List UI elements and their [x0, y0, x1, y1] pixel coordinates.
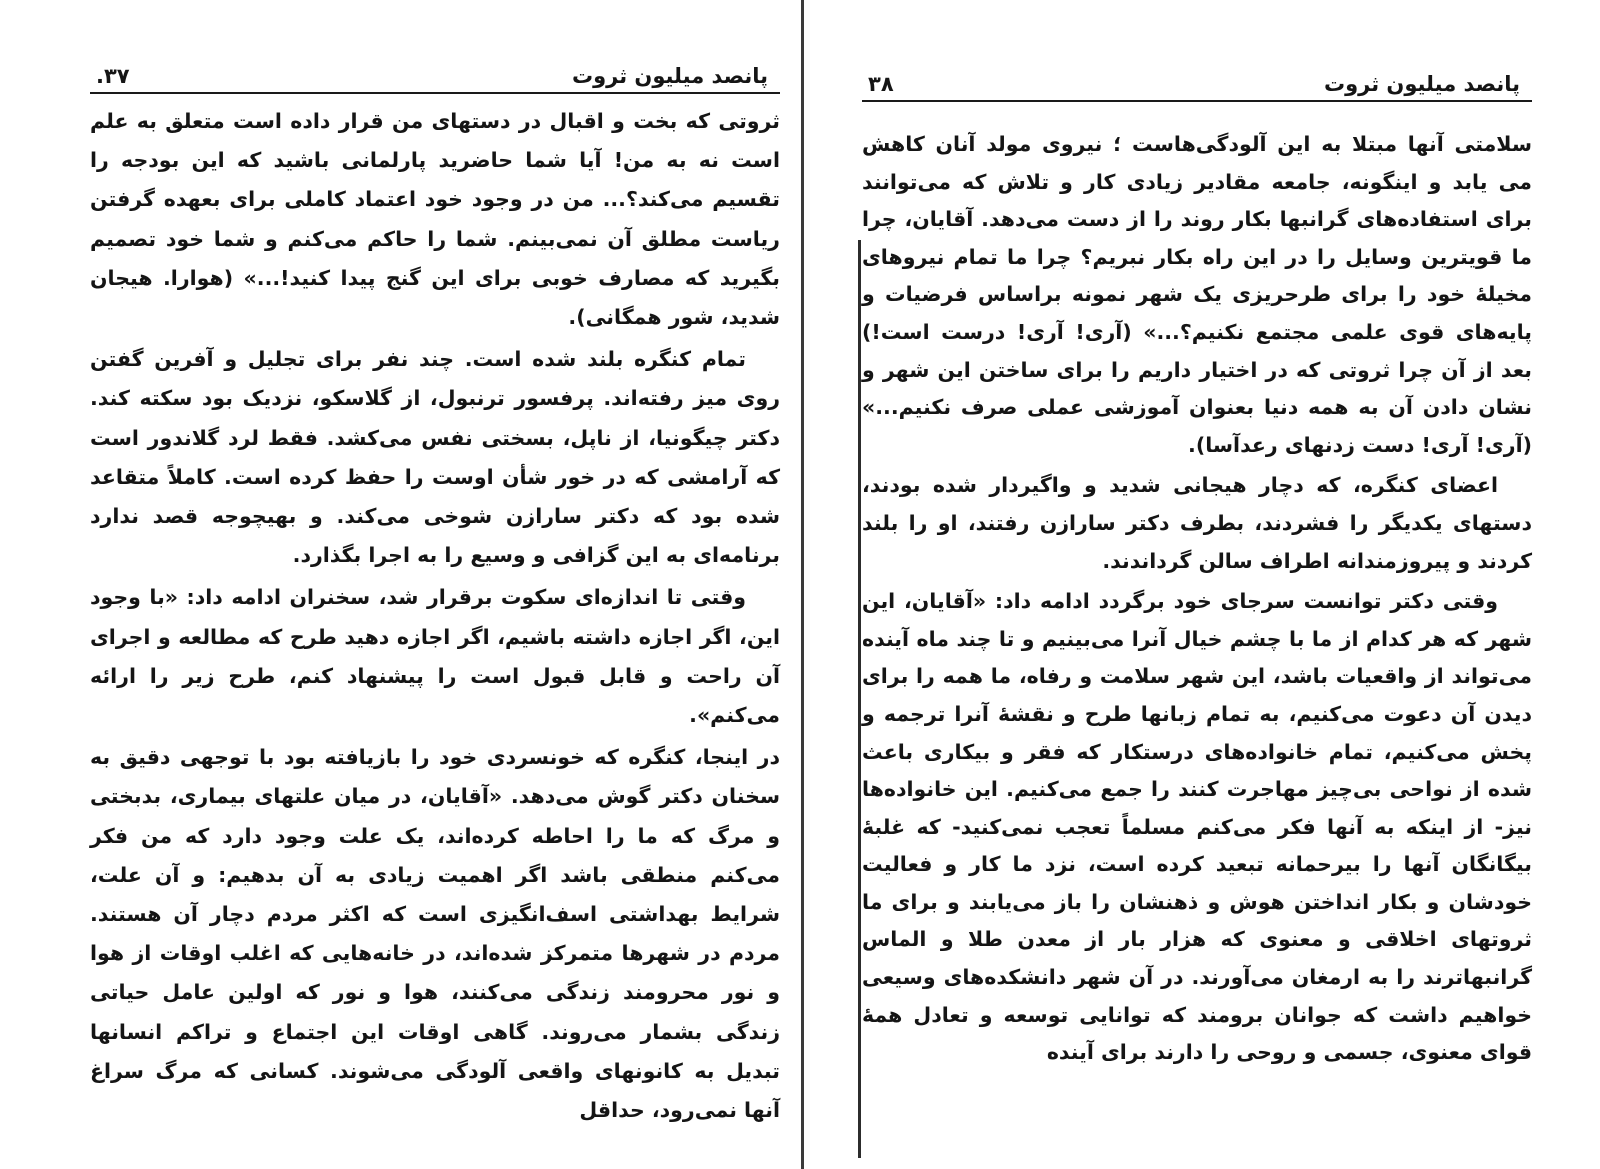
left-page-header — [90, 48, 780, 94]
right-page-header — [862, 56, 1532, 102]
left-paragraph-1: ثروتی که بخت و اقبال در دستهای من قرار داده است متعلق به علم است نه به من! آیا شما حاضرید پارلمانی باشید که این بودجه را تقسیم می‌کند؟... من در وجود خود اعتماد کاملی برای بعهده گرفتن ریاست مطلق آن نمی‌بینم. شما را حاکم می‌کنم و شما خود تصمیم بگیرید که مصارف خوبی برای این گنج پیدا کنید!...» (هوارا. هیجان شدید، شور همگانی). — [90, 109, 780, 330]
book-gutter — [801, 0, 804, 1169]
left-page-number: ۳۷. — [96, 64, 130, 88]
right-paragraph-2: اعضای کنگره، که دچار هیجانی شدید و واگیردار شده بودند، دستهای یکدیگر را فشردند، بطرف دکتر سارازن رفتند، او را بلند کردند و پیروزمندانه اطراف سالن گرداندند. — [862, 473, 1532, 573]
left-paragraph-4: در اینجا، کنگره که خونسردی خود را بازیافته بود با توجهی دقیق به سخنان دکتر گوش می‌دهد. «آقایان، در میان علتهای بیماری، بدبختی و مرگ که ما را احاطه کرده‌اند، یک علت وجود دارد که من فکر می‌کنم منطقی باشد اگر اهمیت زیادی به آن بدهیم: و آن علت، شرایط بهداشتی اسف‌انگیزی است که اکثر مردم دچار آن هستند. مردم در شهرها متمرکز شده‌اند، در خانه‌هایی که اغلب اوقات از هوا و نور محرومند زندگی می‌کنند، هوا و نور که اولین عامل حیاتی زندگی بشمار می‌روند. گاهی اوقات این اجتماع و تراکم انسانها تبدیل به کانونهای واقعی آلودگی می‌شوند. کسانی که مرگ سراغ آنها نمی‌رود، حداقل — [90, 745, 780, 1123]
right-paragraph-3: وقتی دکتر توانست سرجای خود برگردد ادامه داد: «آقایان، این شهر که هر کدام از ما با چشم خیال آنرا می‌بینیم و تا چند ماه آینده می‌تواند از واقعیات باشد، این شهر سلامت و رفاه، ما همه را برای دیدن آن دعوت می‌کنیم، به تمام زبانها طرح و نقشهٔ آنرا ترجمه و پخش می‌کنیم، تمام خانواده‌های درستکار که فقر و بیکاری باعث شده از نواحی بی‌چیز مهاجرت کنند را جمع می‌کنیم. این خانواده‌ها نیز- از اینکه به آنها فکر می‌کنم مسلماً تعجب نمی‌کنید- که غلبهٔ بیگانگان آنها را بیرحمانه تبعید کرده است، نزد ما کار و فعالیت خودشان و بکار انداختن هوش و ذهنشان را باز می‌یابند و برای ما ثروتهای اخلاقی و معنوی که هزار بار از معدن طلا و الماس گرانبهاترند را به ارمغان می‌آورند. در آن شهر دانشکده‌های وسیعی خواهیم داشت که جوانان برومند که توانایی توسعه و تعادل همهٔ قوای معنوی، جسمی و روحی را دارند برای آینده — [862, 589, 1532, 1065]
right-paragraph-1: سلامتی آنها مبتلا به این آلودگی‌هاست ؛ نیروی مولد آنان کاهش می یابد و اینگونه، جامعه مقادیر زیادی کار و تلاش که می‌توانند برای استفاده‌های گرانبها بکار روند را از دست می‌دهد. آقایان، چرا ما قویترین وسایل را در این راه بکار نبریم؟ چرا ما تمام نیروهای مخیلهٔ خود را برای طرحریزی یک شهر نمونه براساس فرضیات و پایه‌های قوی علمی مجتمع نکنیم؟...» (آری! آری! درست است!) بعد از آن چرا ثروتی که در اختیار داریم را برای ساختن این شهر و نشان دادن آن به همه دنیا بعنوان آموزشی عملی صرف نکنیم...» (آری! آری! دست زدنهای رعدآسا). — [862, 132, 1532, 457]
left-paragraph-3: وقتی تا اندازه‌ای سکوت برقرار شد، سخنران ادامه داد: «با وجود این، اگر اجازه داشته باشیم، اگر اجازه دهید طرح که مطالعه و اجرای آن راحت و قابل قبول است را پیشنهاد کنم، طرح زیر را ارائه می‌کنم». — [90, 585, 780, 728]
left-page — [90, 0, 780, 1169]
right-page-body — [862, 126, 1532, 1072]
left-running-title: پانصد میلیون ثروت — [571, 64, 768, 88]
right-running-title: پانصد میلیون ثروت — [1323, 72, 1520, 96]
scan-shadow-line — [858, 240, 861, 1158]
left-paragraph-2: تمام کنگره بلند شده است. چند نفر برای تجلیل و آفرین گفتن روی میز رفته‌اند. پرفسور ترنبول، از گلاسکو، نزدیک بود سکته کند. دکتر چیگونیا، از ناپل، بسختی نفس می‌کشد. فقط لرد گلاندور است که آرامشی که در خور شأن اوست را حفظ کرده است. کاملاً متقاعد شده بود که دکتر سارازن شوخی می‌کند. و بهیچوجه قصد ندارد برنامه‌ای به این گزافی و وسیع را به اجرا بگذارد. — [90, 347, 780, 568]
right-page — [862, 0, 1532, 1169]
right-page-number: ۳۸ — [868, 72, 894, 96]
left-page-body — [90, 102, 780, 1130]
